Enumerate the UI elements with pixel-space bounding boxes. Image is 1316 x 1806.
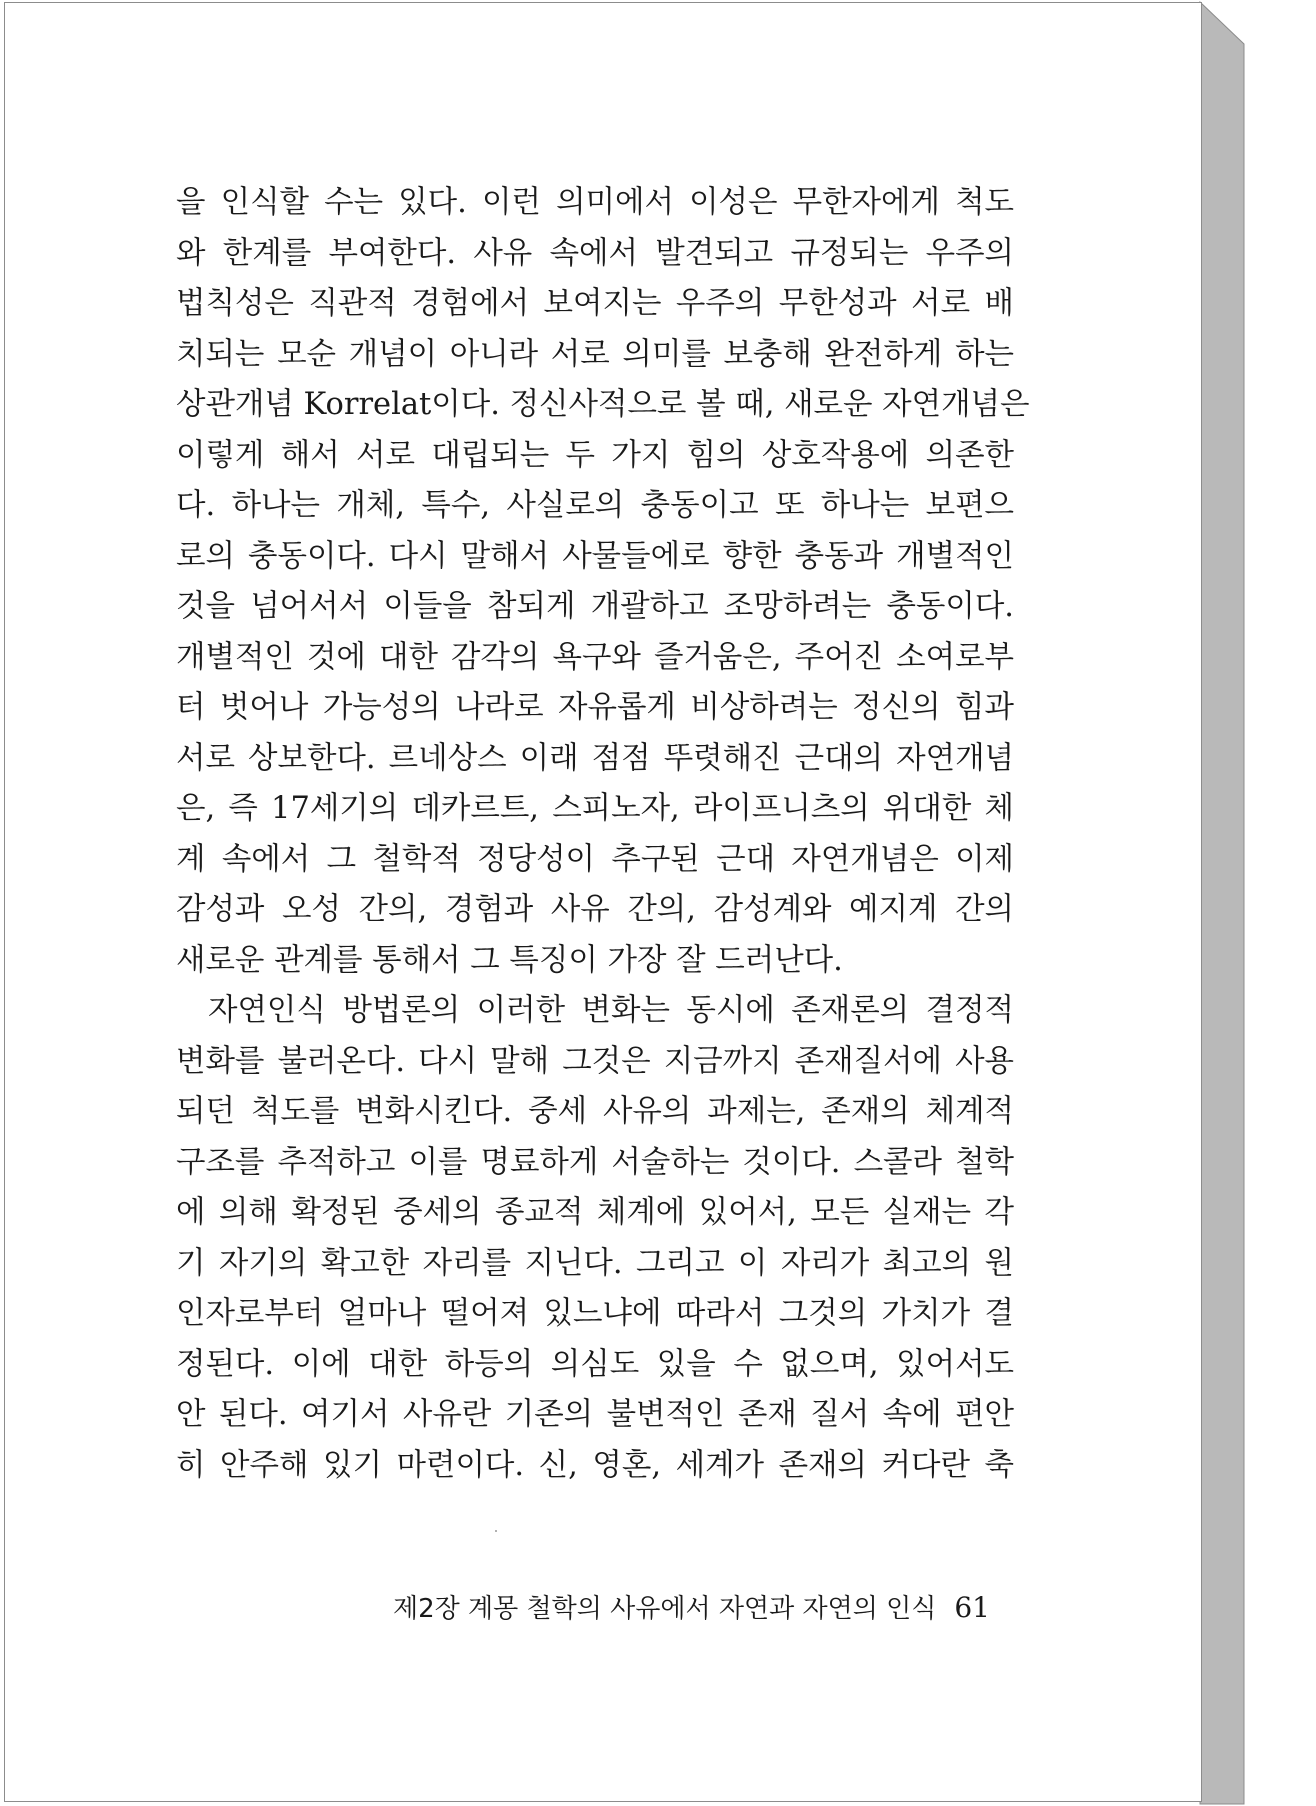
text-line: 안 된다. 여기서 사유란 기존의 불변적인 존재 질서 속에 편안 <box>176 1397 1014 1432</box>
text-line: 변화를 불러온다. 다시 말해 그것은 지금까지 존재질서에 사용 <box>176 1043 1014 1079</box>
text-line: 계 속에서 그 철학적 정당성이 추구된 근대 자연개념은 이제 <box>176 841 1014 877</box>
text-line: 이렇게 해서 서로 대립되는 두 가지 힘의 상호작용에 의존한 <box>176 437 1014 473</box>
text-line: 히 안주해 있기 마련이다. 신, 영혼, 세계가 존재의 커다란 축 <box>176 1447 1014 1483</box>
print-speck <box>495 1530 497 1532</box>
text-line: 기 자기의 확고한 자리를 지닌다. 그리고 이 자리가 최고의 원 <box>176 1245 1014 1281</box>
text-line: 은, 즉 17세기의 데카르트, 스피노자, 라이프니츠의 위대한 체 <box>176 791 1014 826</box>
text-line: 에 의해 확정된 중세의 종교적 체계에 있어서, 모든 실재는 각 <box>176 1195 1014 1230</box>
text-line: 법칙성은 직관적 경험에서 보여지는 우주의 무한성과 서로 배 <box>176 286 1014 321</box>
text-line: 치되는 모순 개념이 아니라 서로 의미를 보충해 완전하게 하는 <box>176 336 1014 372</box>
text-line: 자연인식 방법론의 이러한 변화는 동시에 존재론의 결정적 <box>208 993 1014 1028</box>
paragraph-2 <box>176 986 1014 1491</box>
text-line: 감성과 오성 간의, 경험과 사유 간의, 감성계와 예지계 간의 <box>176 892 1014 927</box>
text-line: 을 인식할 수는 있다. 이런 의미에서 이성은 무한자에게 척도 <box>176 185 1014 220</box>
text-line: 새로운 관계를 통해서 그 특징이 가장 잘 드러난다. <box>176 942 843 978</box>
text-line: 정된다. 이에 대한 하등의 의심도 있을 수 없으며, 있어서도 <box>176 1346 1014 1382</box>
paragraph-1 <box>176 178 1030 986</box>
text-line: 것을 넘어서서 이들을 참되게 개괄하고 조망하려는 충동이다. <box>176 589 1014 624</box>
running-title: 제2장 계몽 철학의 사유에서 자연과 자연의 인식 <box>393 1594 937 1624</box>
text-line: 서로 상보한다. 르네상스 이래 점점 뚜렷해진 근대의 자연개념 <box>176 740 1014 776</box>
page-footer <box>390 1588 990 1625</box>
text-line: 되던 척도를 변화시킨다. 중세 사유의 과제는, 존재의 체계적 <box>176 1094 1014 1129</box>
page-number: 61 <box>954 1591 990 1624</box>
text-line: 인자로부터 얼마나 떨어져 있느냐에 따라서 그것의 가치가 결 <box>176 1296 1014 1331</box>
text-line: 와 한계를 부여한다. 사유 속에서 발견되고 규정되는 우주의 <box>176 235 1014 271</box>
body-text <box>176 178 1030 1491</box>
text-line: 터 벗어나 가능성의 나라로 자유롭게 비상하려는 정신의 힘과 <box>176 690 1014 725</box>
text-line: 구조를 추적하고 이를 명료하게 서술하는 것이다. 스콜라 철학 <box>176 1144 1014 1180</box>
text-line: 다. 하나는 개체, 특수, 사실로의 충동이고 또 하나는 보편으 <box>176 488 1014 523</box>
text-line: 개별적인 것에 대한 감각의 욕구와 즐거움은, 주어진 소여로부 <box>176 639 1014 675</box>
text-line: 상관개념 Korrelat이다. 정신사적으로 볼 때, 새로운 자연개념은 <box>176 387 1030 422</box>
text-line: 로의 충동이다. 다시 말해서 사물들에로 향한 충동과 개별적인 <box>176 538 1014 574</box>
